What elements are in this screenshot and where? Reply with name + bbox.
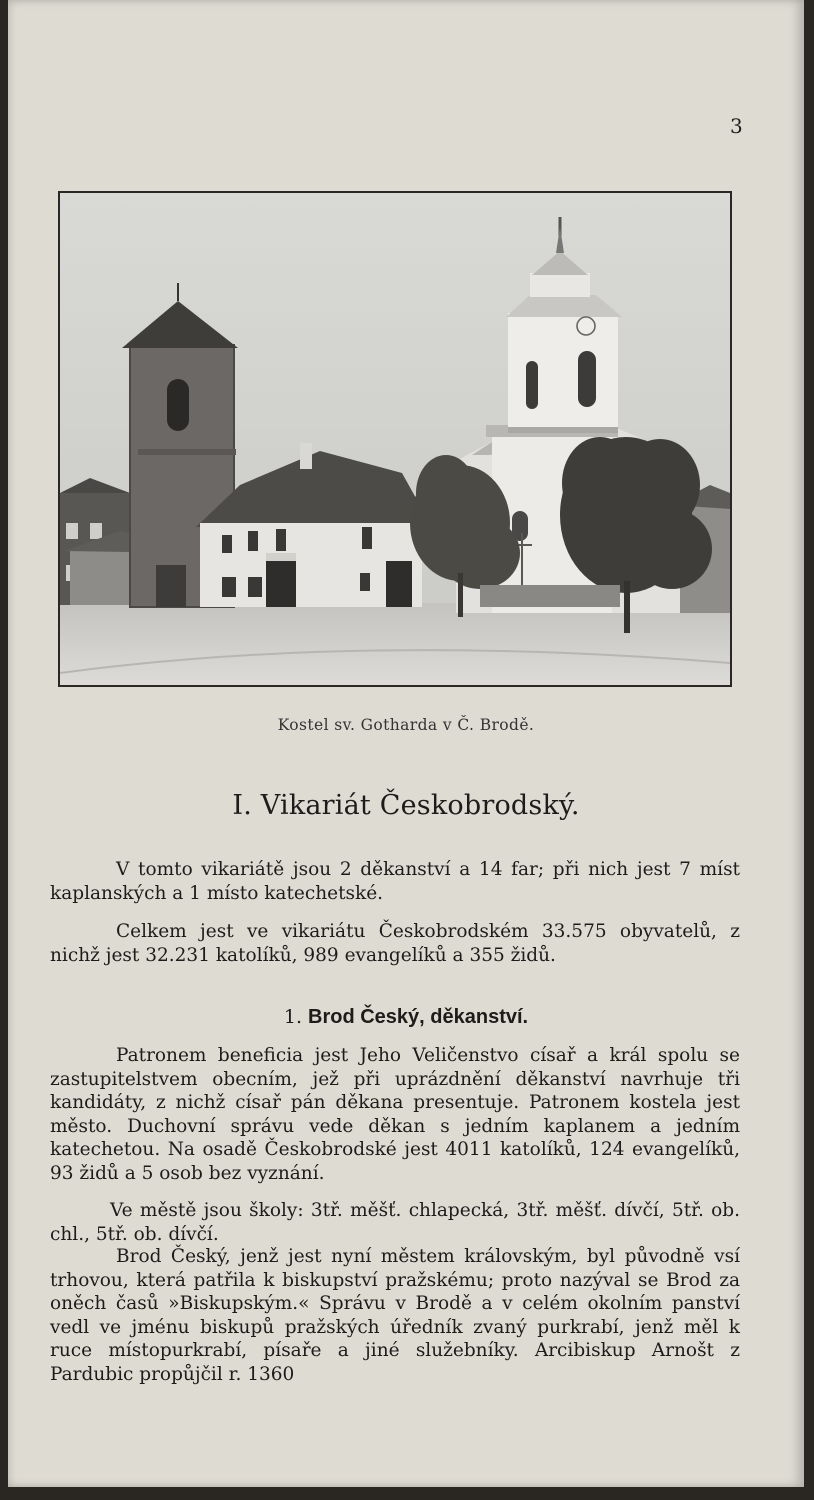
section-title: Brod Český, děkanství. (308, 1006, 529, 1028)
photo-caption: Kostel sv. Gotharda v Č. Brodě. (277, 716, 535, 734)
book-page (8, 0, 804, 1487)
paragraph: Brod Český, jenž jest nyní městem královským, byl původně vsí trhovou, která patřila k biskupství pražskému; proto nazýval se Brod za oněch časů »Biskupským.« Správu v Brodě a v celém okolním panství vedl ve jménu biskupů pražských úředník zvaný purkrabí, jenž měl k ruce místopurkrabí, písaře a jiné služebníky. Arcibiskup Arnošt z Pardubic propůjčil r. 1360 (50, 1246, 740, 1385)
paragraph: Celkem jest ve vikariátu Českobrodském 33.575 obyvatelů, z nichž jest 32.231 katolíků, 989 evangelíků a 355 židů. (50, 921, 740, 966)
page-number: 3 (730, 114, 743, 138)
paragraph: Patronem beneficia jest Jeho Veličenstvo císař a král spolu se zastupitelstvem obecním, jež při uprázdnění děkanství navrhuje tři kandidáty, z nichž císař pán děkana presentuje. Patronem kostela jest město. Duchovní správu vede děkan s jedním kaplanem a jedním katechetou. Na osadě Českobrodské jest 4011 katolíků, 124 evangelíků, 93 židů a 5 osob bez vyznání. (50, 1045, 740, 1184)
paragraph: Ve městě jsou školy: 3tř. měšť. chlapecká, 3tř. měšť. dívčí, 5tř. ob. chl., 5tř. ob. dívčí. (50, 1200, 740, 1245)
church-photograph (58, 191, 732, 687)
chapter-heading: I. Vikariát Českobrodský. (232, 790, 580, 821)
section-number: 1. (283, 1006, 303, 1028)
section-heading (8, 1006, 804, 1029)
paragraph: V tomto vikariátě jsou 2 děkanství a 14 far; při nich jest 7 míst kaplanských a 1 místo katechetské. (50, 859, 740, 904)
